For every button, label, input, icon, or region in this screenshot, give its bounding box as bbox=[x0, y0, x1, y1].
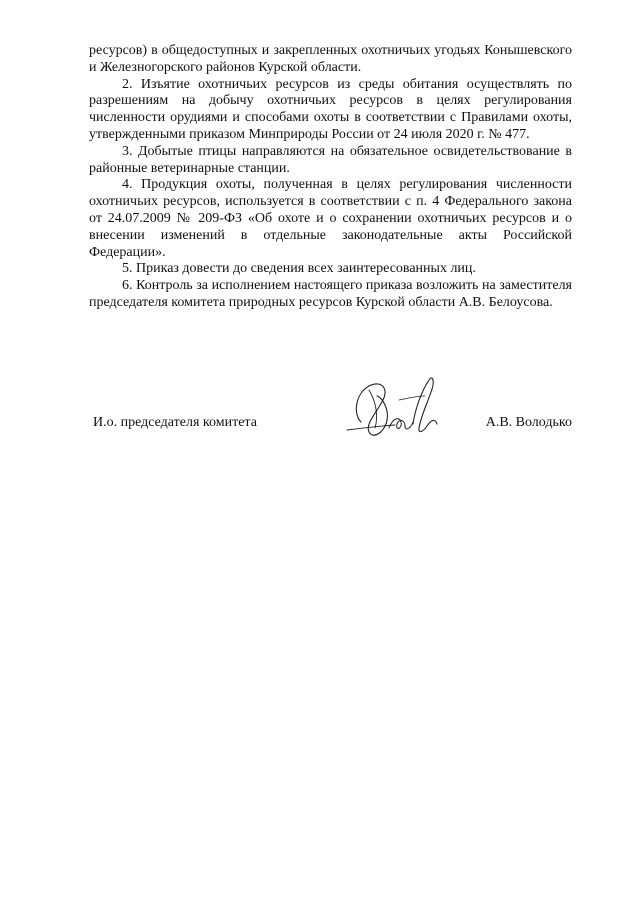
handwritten-signature-icon bbox=[339, 370, 459, 450]
paragraph-6: 6. Контроль за исполнением настоящего приказа возложить на заместителя председателя комитета природных ресурсов Курской области А.В. Белоусова. bbox=[89, 278, 572, 310]
paragraph-1: ресурсов) в общедоступных и закрепленных охотничьих угодьях Конышевского и Железногорского районов Курской области. bbox=[89, 43, 572, 75]
paragraph-2: 2. Изъятие охотничьих ресурсов из среды обитания осуществлять по разрешениям на добычу охотничьих ресурсов в целях регулирования численности орудиями и способами охоты в соответствии с Правилами охоты, утвержденными приказом Минприроды России от 24 июля 2020 г. № 477. bbox=[89, 76, 572, 142]
paragraph-5: 5. Приказ довести до сведения всех заинтересованных лиц. bbox=[122, 261, 476, 277]
signatory-name: А.В. Володько bbox=[485, 415, 572, 430]
signatory-title: И.о. председателя комитета bbox=[93, 415, 257, 430]
paragraph-3: 3. Добытые птицы направляются на обязательное освидетельствование в районные ветеринарные станции. bbox=[89, 143, 572, 176]
paragraph-4: 4. Продукция охоты, полученная в целях регулирования численности охотничьих ресурсов, используется в соответствии с п. 4 Федерального закона от 24.07.2009 № 209-ФЗ «Об охоте и о сохранении охотничьих ресурсов и о внесении изменений в отдельные законодательные акты Российской Федерации». bbox=[89, 177, 572, 260]
signature-block bbox=[89, 370, 572, 450]
document-body bbox=[89, 43, 572, 312]
